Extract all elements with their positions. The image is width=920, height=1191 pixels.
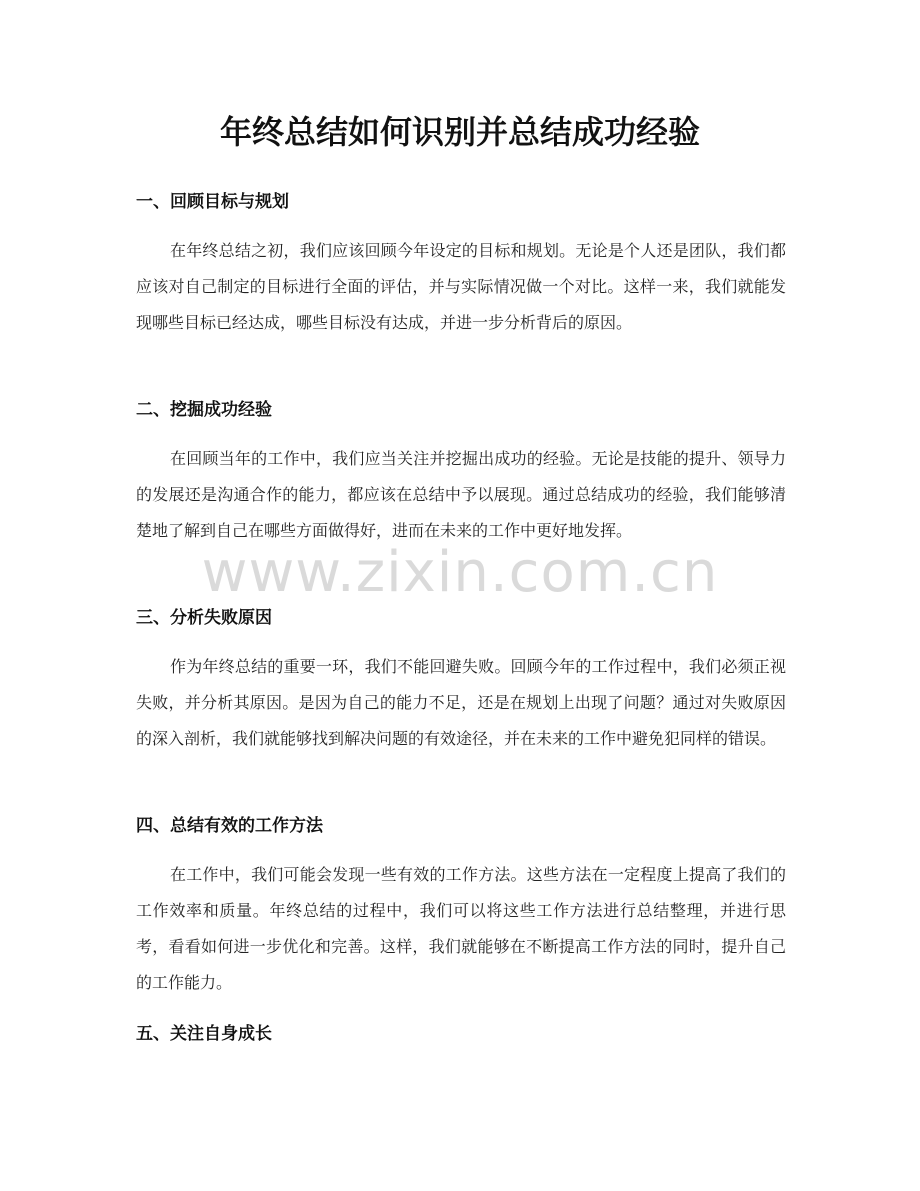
section-body-1: 在年终总结之初，我们应该回顾今年设定的目标和规划。无论是个人还是团队，我们都应该对自己制定的目标进行全面的评估，并与实际情况做一个对比。这样一来，我们就能发现哪些目标已经达成，哪些目标没有达成，并进一步分析背后的原因。 bbox=[136, 241, 786, 332]
page-title: 年终总结如何识别并总结成功经验 bbox=[219, 113, 700, 151]
section-heading-2: 二、挖掘成功经验 bbox=[136, 400, 272, 420]
section-body-4: 在工作中，我们可能会发现一些有效的工作方法。这些方法在一定程度上提高了我们的工作效率和质量。年终总结的过程中，我们可以将这些工作方法进行总结整理，并进行思考，看看如何进一步优化和完善。这样，我们就能够在不断提高工作方法的同时，提升自己的工作能力。 bbox=[136, 865, 786, 992]
section-heading-5: 五、关注自身成长 bbox=[136, 1024, 272, 1044]
section-heading-1: 一、回顾目标与规划 bbox=[136, 192, 289, 212]
section-body-2: 在回顾当年的工作中，我们应当关注并挖掘出成功的经验。无论是技能的提升、领导力的发展还是沟通合作的能力，都应该在总结中予以展现。通过总结成功的经验，我们能够清楚地了解到自己在哪些方面做得好，进而在未来的工作中更好地发挥。 bbox=[136, 449, 786, 540]
section-body-3: 作为年终总结的重要一环，我们不能回避失败。回顾今年的工作过程中，我们必须正视失败，并分析其原因。是因为自己的能力不足，还是在规划上出现了问题？通过对失败原因的深入剖析，我们就能够找到解决问题的有效途径，并在未来的工作中避免犯同样的错误。 bbox=[136, 657, 786, 748]
section-heading-3: 三、分析失败原因 bbox=[136, 608, 272, 628]
section-heading-4: 四、总结有效的工作方法 bbox=[136, 816, 323, 836]
watermark: www.zixin.com.cn bbox=[201, 540, 719, 605]
